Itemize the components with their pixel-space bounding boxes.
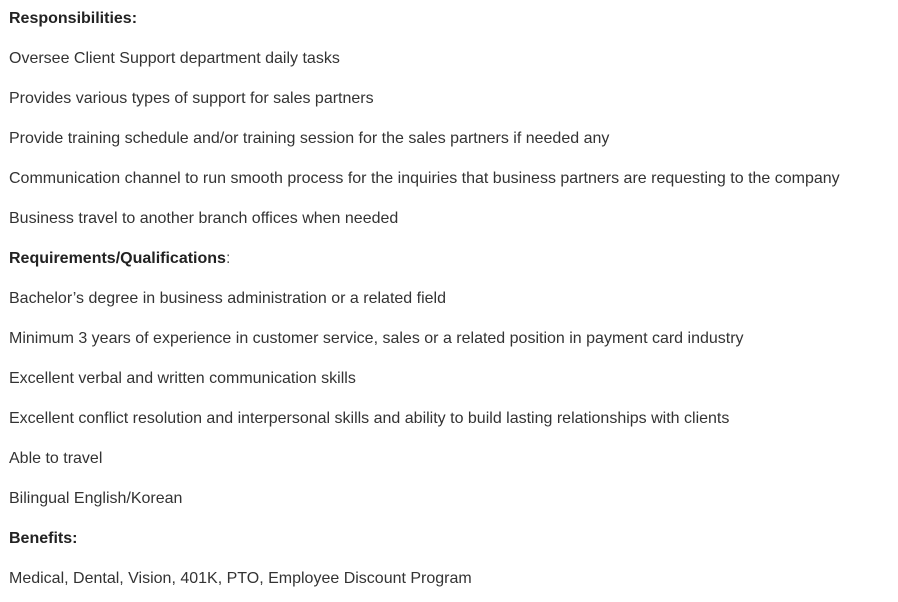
requirement-item: Excellent verbal and written communication skills: [9, 370, 356, 387]
requirements-heading-text: Requirements/Qualifications: [9, 250, 226, 267]
benefit-item: Medical, Dental, Vision, 401K, PTO, Employee Discount Program: [9, 570, 472, 587]
responsibilities-heading-text: Responsibilities:: [9, 10, 138, 27]
requirement-item: Bachelor’s degree in business administration or a related field: [9, 290, 446, 307]
responsibility-item: Provides various types of support for sales partners: [9, 90, 374, 107]
responsibility-item: Communication channel to run smooth process for the inquiries that business partners are requesting to the company: [9, 170, 840, 187]
requirements-heading-colon: :: [225, 250, 231, 267]
requirements-heading: [9, 249, 230, 269]
benefits-heading: [9, 529, 77, 549]
responsibility-item: Oversee Client Support department daily tasks: [9, 50, 340, 67]
responsibilities-heading: [9, 9, 137, 29]
benefits-heading-text: Benefits:: [9, 530, 78, 547]
requirement-item: Minimum 3 years of experience in customer service, sales or a related position in payment card industry: [9, 330, 744, 347]
responsibility-item: Business travel to another branch offices when needed: [9, 210, 399, 227]
requirement-item: Excellent conflict resolution and interpersonal skills and ability to build lasting relationships with clients: [9, 410, 730, 427]
requirement-item: Able to travel: [9, 450, 103, 467]
requirement-item: Bilingual English/Korean: [9, 490, 183, 507]
responsibility-item: Provide training schedule and/or training session for the sales partners if needed any: [9, 130, 610, 147]
